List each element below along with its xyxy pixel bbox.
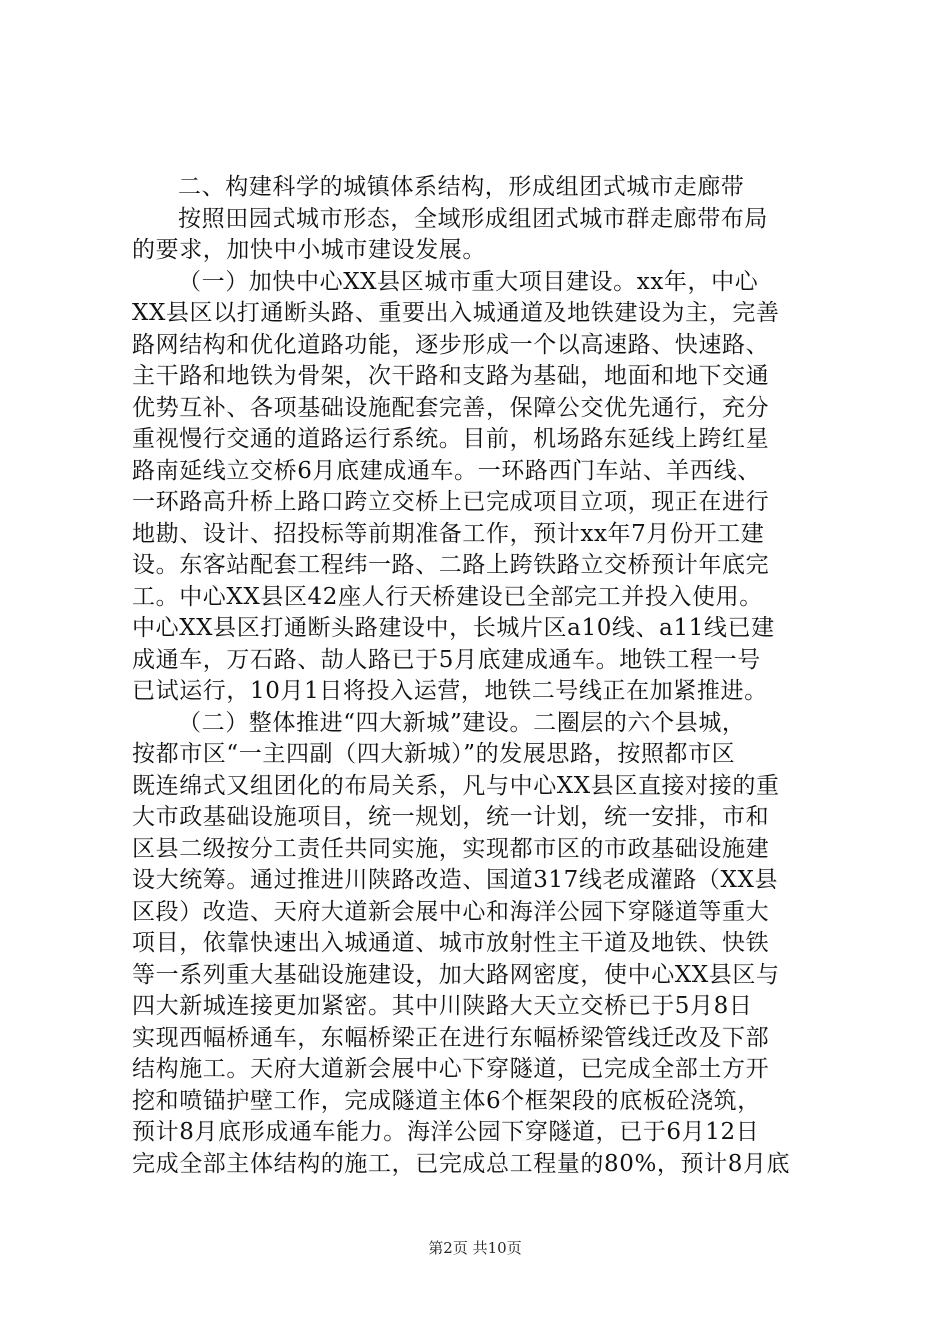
paragraph-line: 优势互补、各项基础设施配套完善，保障公交优先通行，充分 <box>132 394 770 421</box>
paragraph-line: 重视慢行交通的道路运行系统。目前，机场路东延线上跨红星 <box>132 426 770 452</box>
paragraph-line: 项目，依靠快速出入城通道、城市放射性主干道及地铁、快铁 <box>132 930 770 956</box>
paragraph-line: 区段）改造、天府大道新会展中心和海洋公园下穿隧道等重大 <box>132 898 770 925</box>
paragraph-line: 按照田园式城市形态，全域形成组团式城市群走廊带布局 <box>178 205 768 232</box>
paragraph-line: 大市政基础设施项目，统一规划，统一计划，统一安排，市和 <box>132 804 770 830</box>
paragraph-line: 主干路和地铁为骨架，次干路和支路为基础，地面和地下交通 <box>132 363 770 389</box>
paragraph-line: 区县二级按分工责任共同实施，实现都市区的市政基础设施建 <box>132 835 770 862</box>
paragraph-line: 预计8月底形成通车能力。海洋公园下穿隧道，已于6月12日 <box>132 1119 760 1145</box>
subsection-line: （一）加快中心XX县区城市重大项目建设。xx年，中心 <box>178 268 759 295</box>
section-heading: 二、构建科学的城镇体系结构，形成组团式城市走廊带 <box>178 174 745 200</box>
paragraph-line: 工。中心XX县区42座人行天桥建设已全部完工并投入使用。 <box>132 583 763 610</box>
paragraph-line: 设。东客站配套工程纬一路、二路上跨铁路立交桥预计年底完 <box>132 552 770 578</box>
paragraph-line: 按都市区“一主四副（四大新城）”的发展思路，按照都市区 <box>132 741 736 767</box>
paragraph-line: 结构施工。天府大道新会展中心下穿隧道，已完成全部土方开 <box>132 1056 770 1082</box>
paragraph-line: 四大新城连接更加紧密。其中川陕路大天立交桥已于5月8日 <box>132 993 753 1019</box>
paragraph-line: 成通车，万石路、劼人路已于5月底建成通车。地铁工程一号 <box>132 646 761 673</box>
paragraph-line: 设大统筹。通过推进川陕路改造、国道317线老成灌路（XX县 <box>132 867 779 893</box>
paragraph-line: 一环路高升桥上路口跨立交桥上已完成项目立项，现正在进行 <box>132 489 770 515</box>
paragraph-line: 挖和喷锚护壁工作，完成隧道主体6个框架段的底板砼浇筑， <box>132 1087 761 1114</box>
paragraph-line: XX县区以打通断头路、重要出入城通道及地铁建设为主，完善 <box>132 300 780 326</box>
paragraph-line: 路网结构和优化道路功能，逐步形成一个以高速路、快速路、 <box>132 331 770 358</box>
page-number-footer: 第2页 共10页 <box>428 1239 522 1257</box>
paragraph-line: 已试运行，10月1日将投入运营，地铁二号线正在加紧推进。 <box>132 678 768 704</box>
paragraph-line: 中心XX县区打通断头路建设中，长城片区a10线、a11线已建 <box>132 615 775 641</box>
paragraph-line: 既连绵式又组团化的布局关系，凡与中心XX县区直接对接的重 <box>132 772 780 799</box>
paragraph-line: 等一系列重大基础设施建设，加大路网密度，使中心XX县区与 <box>132 961 780 988</box>
paragraph-line: 完成全部主体结构的施工，已完成总工程量的80%，预计8月底 <box>132 1150 791 1177</box>
paragraph-line: 路南延线立交桥6月底建成通车。一环路西门车站、羊西线、 <box>132 457 761 484</box>
paragraph-line: 地勘、设计、招投标等前期准备工作，预计xx年7月份开工建 <box>132 520 765 547</box>
paragraph-line: 的要求，加快中小城市建设发展。 <box>132 237 486 263</box>
subsection-line: （二）整体推进“四大新城”建设。二圈层的六个县城， <box>178 709 746 736</box>
document-body <box>132 172 832 1180</box>
paragraph-line: 实现西幅桥通车，东幅桥梁正在进行东幅桥梁管线迁改及下部 <box>132 1024 770 1051</box>
